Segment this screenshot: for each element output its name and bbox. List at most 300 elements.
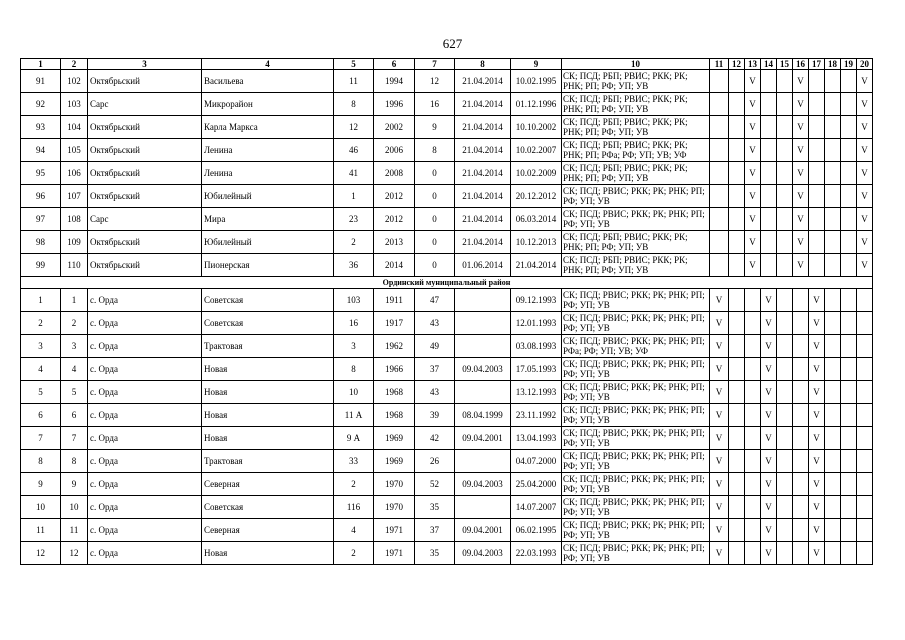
cell-col-10: СК; ПСД; РВИС; РКК; РК; РНК; РП; РФ; УП; УВ — [562, 312, 710, 335]
cell-col-7: 35 — [415, 496, 455, 519]
mark-col-18 — [825, 519, 841, 542]
mark-col-18 — [825, 139, 841, 162]
column-header-4: 4 — [202, 59, 334, 70]
table-row — [21, 381, 873, 404]
mark-col-15 — [777, 473, 793, 496]
cell-col-1: 1 — [21, 289, 61, 312]
mark-col-13 — [745, 427, 761, 450]
cell-col-9: 25.04.2000 — [511, 473, 562, 496]
cell-col-9: 12.01.1993 — [511, 312, 562, 335]
mark-col-11: V — [710, 473, 729, 496]
mark-col-15 — [777, 208, 793, 231]
cell-col-7: 0 — [415, 208, 455, 231]
mark-col-14: V — [761, 473, 777, 496]
cell-col-8: 21.04.2014 — [455, 116, 511, 139]
table-row — [21, 496, 873, 519]
mark-col-18 — [825, 289, 841, 312]
cell-col-10: СК; ПСД; РБП; РВИС; РКК; РК; РНК; РП; РФа; РФ; УП; УВ; УФ — [562, 139, 710, 162]
cell-col-1: 3 — [21, 335, 61, 358]
mark-col-13: V — [745, 185, 761, 208]
mark-col-19 — [841, 404, 857, 427]
mark-col-17: V — [809, 358, 825, 381]
mark-col-17: V — [809, 289, 825, 312]
cell-col-3: с. Орда — [88, 496, 202, 519]
mark-col-15 — [777, 450, 793, 473]
mark-col-16: V — [793, 162, 809, 185]
table-row — [21, 542, 873, 565]
cell-col-3: с. Орда — [88, 473, 202, 496]
cell-col-4: Карла Маркса — [202, 116, 334, 139]
cell-col-8: 21.04.2014 — [455, 162, 511, 185]
mark-col-14: V — [761, 312, 777, 335]
mark-col-14 — [761, 231, 777, 254]
cell-col-5: 36 — [334, 254, 374, 277]
cell-col-10: СК; ПСД; РВИС; РКК; РК; РНК; РП; РФ; УП; УВ — [562, 208, 710, 231]
table-row — [21, 289, 873, 312]
mark-col-16: V — [793, 254, 809, 277]
cell-col-4: Новая — [202, 542, 334, 565]
cell-col-3: с. Орда — [88, 289, 202, 312]
mark-col-15 — [777, 289, 793, 312]
mark-col-20 — [857, 381, 873, 404]
mark-col-13 — [745, 404, 761, 427]
cell-col-8: 01.06.2014 — [455, 254, 511, 277]
mark-col-18 — [825, 450, 841, 473]
cell-col-1: 93 — [21, 116, 61, 139]
mark-col-14 — [761, 162, 777, 185]
mark-col-14: V — [761, 427, 777, 450]
cell-col-3: Октябрьский — [88, 254, 202, 277]
cell-col-6: 2013 — [374, 231, 415, 254]
mark-col-12 — [729, 381, 745, 404]
mark-col-14: V — [761, 289, 777, 312]
mark-col-20: V — [857, 162, 873, 185]
cell-col-6: 2002 — [374, 116, 415, 139]
cell-col-2: 4 — [61, 358, 88, 381]
mark-col-17: V — [809, 404, 825, 427]
mark-col-11: V — [710, 289, 729, 312]
table-row — [21, 404, 873, 427]
cell-col-6: 1970 — [374, 473, 415, 496]
mark-col-15 — [777, 139, 793, 162]
table-row — [21, 473, 873, 496]
cell-col-4: Новая — [202, 381, 334, 404]
cell-col-4: Трактовая — [202, 335, 334, 358]
cell-col-6: 2014 — [374, 254, 415, 277]
cell-col-4: Юбилейный — [202, 231, 334, 254]
cell-col-2: 5 — [61, 381, 88, 404]
mark-col-14 — [761, 70, 777, 93]
cell-col-8 — [455, 312, 511, 335]
column-header-8: 8 — [455, 59, 511, 70]
mark-col-11 — [710, 139, 729, 162]
cell-col-2: 110 — [61, 254, 88, 277]
cell-col-7: 49 — [415, 335, 455, 358]
cell-col-3: Октябрьский — [88, 231, 202, 254]
cell-col-8 — [455, 381, 511, 404]
cell-col-6: 2008 — [374, 162, 415, 185]
cell-col-3: с. Орда — [88, 335, 202, 358]
table-row — [21, 116, 873, 139]
cell-col-8 — [455, 450, 511, 473]
cell-col-3: Сарс — [88, 208, 202, 231]
cell-col-4: Советская — [202, 496, 334, 519]
mark-col-20: V — [857, 70, 873, 93]
cell-col-9: 09.12.1993 — [511, 289, 562, 312]
cell-col-8: 21.04.2014 — [455, 70, 511, 93]
cell-col-1: 10 — [21, 496, 61, 519]
cell-col-4: Пионерская — [202, 254, 334, 277]
mark-col-15 — [777, 404, 793, 427]
column-header-14: 14 — [761, 59, 777, 70]
mark-col-14 — [761, 254, 777, 277]
mark-col-16 — [793, 450, 809, 473]
mark-col-16: V — [793, 93, 809, 116]
mark-col-20 — [857, 289, 873, 312]
cell-col-7: 0 — [415, 185, 455, 208]
mark-col-17 — [809, 116, 825, 139]
mark-col-19 — [841, 542, 857, 565]
mark-col-15 — [777, 162, 793, 185]
cell-col-2: 7 — [61, 427, 88, 450]
mark-col-20: V — [857, 93, 873, 116]
mark-col-16 — [793, 473, 809, 496]
cell-col-2: 102 — [61, 70, 88, 93]
mark-col-14 — [761, 116, 777, 139]
mark-col-17 — [809, 93, 825, 116]
cell-col-9: 10.10.2002 — [511, 116, 562, 139]
cell-col-7: 8 — [415, 139, 455, 162]
mark-col-13 — [745, 312, 761, 335]
mark-col-13: V — [745, 208, 761, 231]
cell-col-9: 06.03.2014 — [511, 208, 562, 231]
cell-col-8: 21.04.2014 — [455, 185, 511, 208]
cell-col-7: 26 — [415, 450, 455, 473]
cell-col-2: 104 — [61, 116, 88, 139]
mark-col-15 — [777, 358, 793, 381]
cell-col-9: 20.12.2012 — [511, 185, 562, 208]
mark-col-19 — [841, 289, 857, 312]
cell-col-9: 10.12.2013 — [511, 231, 562, 254]
mark-col-15 — [777, 381, 793, 404]
cell-col-2: 3 — [61, 335, 88, 358]
table-row — [21, 162, 873, 185]
cell-col-7: 0 — [415, 254, 455, 277]
mark-col-18 — [825, 496, 841, 519]
cell-col-10: СК; ПСД; РВИС; РКК; РК; РНК; РП; РФ; УП; УВ — [562, 358, 710, 381]
mark-col-17: V — [809, 519, 825, 542]
mark-col-14: V — [761, 519, 777, 542]
mark-col-17: V — [809, 542, 825, 565]
mark-col-17: V — [809, 335, 825, 358]
mark-col-12 — [729, 335, 745, 358]
mark-col-14: V — [761, 450, 777, 473]
mark-col-20: V — [857, 139, 873, 162]
cell-col-8: 09.04.2003 — [455, 358, 511, 381]
mark-col-17: V — [809, 496, 825, 519]
cell-col-4: Новая — [202, 404, 334, 427]
cell-col-1: 9 — [21, 473, 61, 496]
cell-col-5: 41 — [334, 162, 374, 185]
mark-col-14: V — [761, 358, 777, 381]
cell-col-5: 2 — [334, 231, 374, 254]
cell-col-7: 43 — [415, 381, 455, 404]
cell-col-5: 8 — [334, 93, 374, 116]
mark-col-12 — [729, 208, 745, 231]
mark-col-13: V — [745, 139, 761, 162]
cell-col-5: 23 — [334, 208, 374, 231]
mark-col-16 — [793, 519, 809, 542]
cell-col-5: 4 — [334, 519, 374, 542]
mark-col-18 — [825, 231, 841, 254]
column-header-19: 19 — [841, 59, 857, 70]
mark-col-11 — [710, 93, 729, 116]
mark-col-20: V — [857, 208, 873, 231]
cell-col-6: 1968 — [374, 404, 415, 427]
mark-col-16 — [793, 496, 809, 519]
cell-col-9: 21.04.2014 — [511, 254, 562, 277]
mark-col-11: V — [710, 519, 729, 542]
cell-col-8 — [455, 335, 511, 358]
cell-col-2: 109 — [61, 231, 88, 254]
cell-col-9: 03.08.1993 — [511, 335, 562, 358]
cell-col-7: 43 — [415, 312, 455, 335]
cell-col-1: 98 — [21, 231, 61, 254]
mark-col-19 — [841, 335, 857, 358]
mark-col-12 — [729, 404, 745, 427]
mark-col-11: V — [710, 450, 729, 473]
mark-col-13: V — [745, 116, 761, 139]
cell-col-5: 11 А — [334, 404, 374, 427]
mark-col-12 — [729, 70, 745, 93]
cell-col-9: 13.04.1993 — [511, 427, 562, 450]
cell-col-2: 2 — [61, 312, 88, 335]
mark-col-15 — [777, 116, 793, 139]
cell-col-6: 2006 — [374, 139, 415, 162]
cell-col-10: СК; ПСД; РВИС; РКК; РК; РНК; РП; РФ; УП; УВ — [562, 450, 710, 473]
cell-col-4: Советская — [202, 289, 334, 312]
column-header-15: 15 — [777, 59, 793, 70]
cell-col-4: Ленина — [202, 162, 334, 185]
cell-col-9: 10.02.1995 — [511, 70, 562, 93]
mark-col-20 — [857, 519, 873, 542]
mark-col-12 — [729, 93, 745, 116]
cell-col-9: 01.12.1996 — [511, 93, 562, 116]
mark-col-14: V — [761, 542, 777, 565]
mark-col-15 — [777, 519, 793, 542]
cell-col-5: 103 — [334, 289, 374, 312]
mark-col-19 — [841, 185, 857, 208]
mark-col-13 — [745, 519, 761, 542]
mark-col-14 — [761, 139, 777, 162]
cell-col-1: 12 — [21, 542, 61, 565]
cell-col-8: 09.04.2003 — [455, 473, 511, 496]
mark-col-20 — [857, 404, 873, 427]
mark-col-13: V — [745, 70, 761, 93]
mark-col-19 — [841, 254, 857, 277]
cell-col-7: 9 — [415, 116, 455, 139]
table-row — [21, 254, 873, 277]
cell-col-5: 11 — [334, 70, 374, 93]
cell-col-10: СК; ПСД; РБП; РВИС; РКК; РК; РНК; РП; РФ; УП; УВ — [562, 70, 710, 93]
mark-col-16: V — [793, 185, 809, 208]
mark-col-20 — [857, 427, 873, 450]
cell-col-6: 1970 — [374, 496, 415, 519]
cell-col-3: с. Орда — [88, 358, 202, 381]
cell-col-5: 46 — [334, 139, 374, 162]
table-row — [21, 70, 873, 93]
mark-col-12 — [729, 519, 745, 542]
mark-col-13 — [745, 496, 761, 519]
column-header-13: 13 — [745, 59, 761, 70]
mark-col-17 — [809, 162, 825, 185]
cell-col-1: 97 — [21, 208, 61, 231]
cell-col-2: 8 — [61, 450, 88, 473]
cell-col-7: 39 — [415, 404, 455, 427]
column-header-6: 6 — [374, 59, 415, 70]
cell-col-10: СК; ПСД; РБП; РВИС; РКК; РК; РНК; РП; РФ; УП; УВ — [562, 162, 710, 185]
cell-col-5: 33 — [334, 450, 374, 473]
cell-col-3: Октябрьский — [88, 70, 202, 93]
mark-col-16 — [793, 335, 809, 358]
table-row — [21, 450, 873, 473]
cell-col-9: 23.11.1992 — [511, 404, 562, 427]
mark-col-18 — [825, 116, 841, 139]
mark-col-18 — [825, 162, 841, 185]
mark-col-19 — [841, 381, 857, 404]
cell-col-3: Октябрьский — [88, 162, 202, 185]
mark-col-13 — [745, 450, 761, 473]
table-row — [21, 93, 873, 116]
cell-col-8: 09.04.2001 — [455, 519, 511, 542]
mark-col-15 — [777, 231, 793, 254]
cell-col-8: 21.04.2014 — [455, 208, 511, 231]
cell-col-4: Мира — [202, 208, 334, 231]
cell-col-3: с. Орда — [88, 542, 202, 565]
cell-col-6: 1969 — [374, 450, 415, 473]
mark-col-19 — [841, 231, 857, 254]
cell-col-9: 10.02.2009 — [511, 162, 562, 185]
mark-col-16: V — [793, 116, 809, 139]
cell-col-4: Северная — [202, 519, 334, 542]
mark-col-12 — [729, 473, 745, 496]
cell-col-5: 1 — [334, 185, 374, 208]
mark-col-20 — [857, 358, 873, 381]
mark-col-20: V — [857, 185, 873, 208]
mark-col-13: V — [745, 162, 761, 185]
mark-col-19 — [841, 312, 857, 335]
mark-col-14: V — [761, 404, 777, 427]
table-row — [21, 208, 873, 231]
cell-col-10: СК; ПСД; РВИС; РКК; РК; РНК; РП; РФ; УП; УВ — [562, 185, 710, 208]
cell-col-9: 06.02.1995 — [511, 519, 562, 542]
mark-col-13 — [745, 289, 761, 312]
cell-col-7: 52 — [415, 473, 455, 496]
cell-col-7: 47 — [415, 289, 455, 312]
cell-col-2: 106 — [61, 162, 88, 185]
cell-col-3: с. Орда — [88, 381, 202, 404]
mark-col-19 — [841, 208, 857, 231]
cell-col-5: 8 — [334, 358, 374, 381]
cell-col-8: 21.04.2014 — [455, 231, 511, 254]
cell-col-7: 37 — [415, 519, 455, 542]
column-header-7: 7 — [415, 59, 455, 70]
mark-col-15 — [777, 70, 793, 93]
mark-col-19 — [841, 358, 857, 381]
mark-col-18 — [825, 473, 841, 496]
cell-col-10: СК; ПСД; РБП; РВИС; РКК; РК; РНК; РП; РФ; УП; УВ — [562, 93, 710, 116]
mark-col-19 — [841, 496, 857, 519]
cell-col-1: 5 — [21, 381, 61, 404]
mark-col-11: V — [710, 496, 729, 519]
cell-col-2: 10 — [61, 496, 88, 519]
cell-col-1: 6 — [21, 404, 61, 427]
column-header-11: 11 — [710, 59, 729, 70]
mark-col-12 — [729, 231, 745, 254]
cell-col-5: 12 — [334, 116, 374, 139]
cell-col-3: с. Орда — [88, 404, 202, 427]
mark-col-13: V — [745, 231, 761, 254]
cell-col-8: 09.04.2003 — [455, 542, 511, 565]
mark-col-11: V — [710, 335, 729, 358]
cell-col-4: Северная — [202, 473, 334, 496]
mark-col-11 — [710, 231, 729, 254]
mark-col-16 — [793, 358, 809, 381]
cell-col-2: 1 — [61, 289, 88, 312]
cell-col-1: 8 — [21, 450, 61, 473]
cell-col-1: 2 — [21, 312, 61, 335]
mark-col-18 — [825, 381, 841, 404]
mark-col-19 — [841, 473, 857, 496]
cell-col-3: с. Орда — [88, 427, 202, 450]
mark-col-12 — [729, 139, 745, 162]
mark-col-17 — [809, 70, 825, 93]
header-row — [21, 59, 873, 70]
cell-col-9: 17.05.1993 — [511, 358, 562, 381]
cell-col-7: 12 — [415, 70, 455, 93]
mark-col-12 — [729, 185, 745, 208]
cell-col-5: 116 — [334, 496, 374, 519]
cell-col-4: Юбилейный — [202, 185, 334, 208]
mark-col-14 — [761, 93, 777, 116]
mark-col-17: V — [809, 473, 825, 496]
mark-col-12 — [729, 542, 745, 565]
cell-col-3: с. Орда — [88, 450, 202, 473]
register-table — [20, 58, 873, 565]
cell-col-2: 11 — [61, 519, 88, 542]
mark-col-19 — [841, 116, 857, 139]
mark-col-13: V — [745, 93, 761, 116]
mark-col-18 — [825, 70, 841, 93]
cell-col-10: СК; ПСД; РВИС; РКК; РК; РНК; РП; РФ; УП; УВ — [562, 496, 710, 519]
cell-col-3: с. Орда — [88, 312, 202, 335]
mark-col-11 — [710, 254, 729, 277]
cell-col-4: Ленина — [202, 139, 334, 162]
mark-col-19 — [841, 427, 857, 450]
mark-col-12 — [729, 312, 745, 335]
cell-col-10: СК; ПСД; РБП; РВИС; РКК; РК; РНК; РП; РФ; УП; УВ — [562, 231, 710, 254]
mark-col-12 — [729, 116, 745, 139]
mark-col-12 — [729, 427, 745, 450]
cell-col-10: СК; ПСД; РБП; РВИС; РКК; РК; РНК; РП; РФ; УП; УВ — [562, 116, 710, 139]
mark-col-20: V — [857, 116, 873, 139]
mark-col-17 — [809, 254, 825, 277]
mark-col-20: V — [857, 231, 873, 254]
cell-col-1: 94 — [21, 139, 61, 162]
cell-col-8 — [455, 496, 511, 519]
column-header-10: 10 — [562, 59, 710, 70]
cell-col-9: 14.07.2007 — [511, 496, 562, 519]
